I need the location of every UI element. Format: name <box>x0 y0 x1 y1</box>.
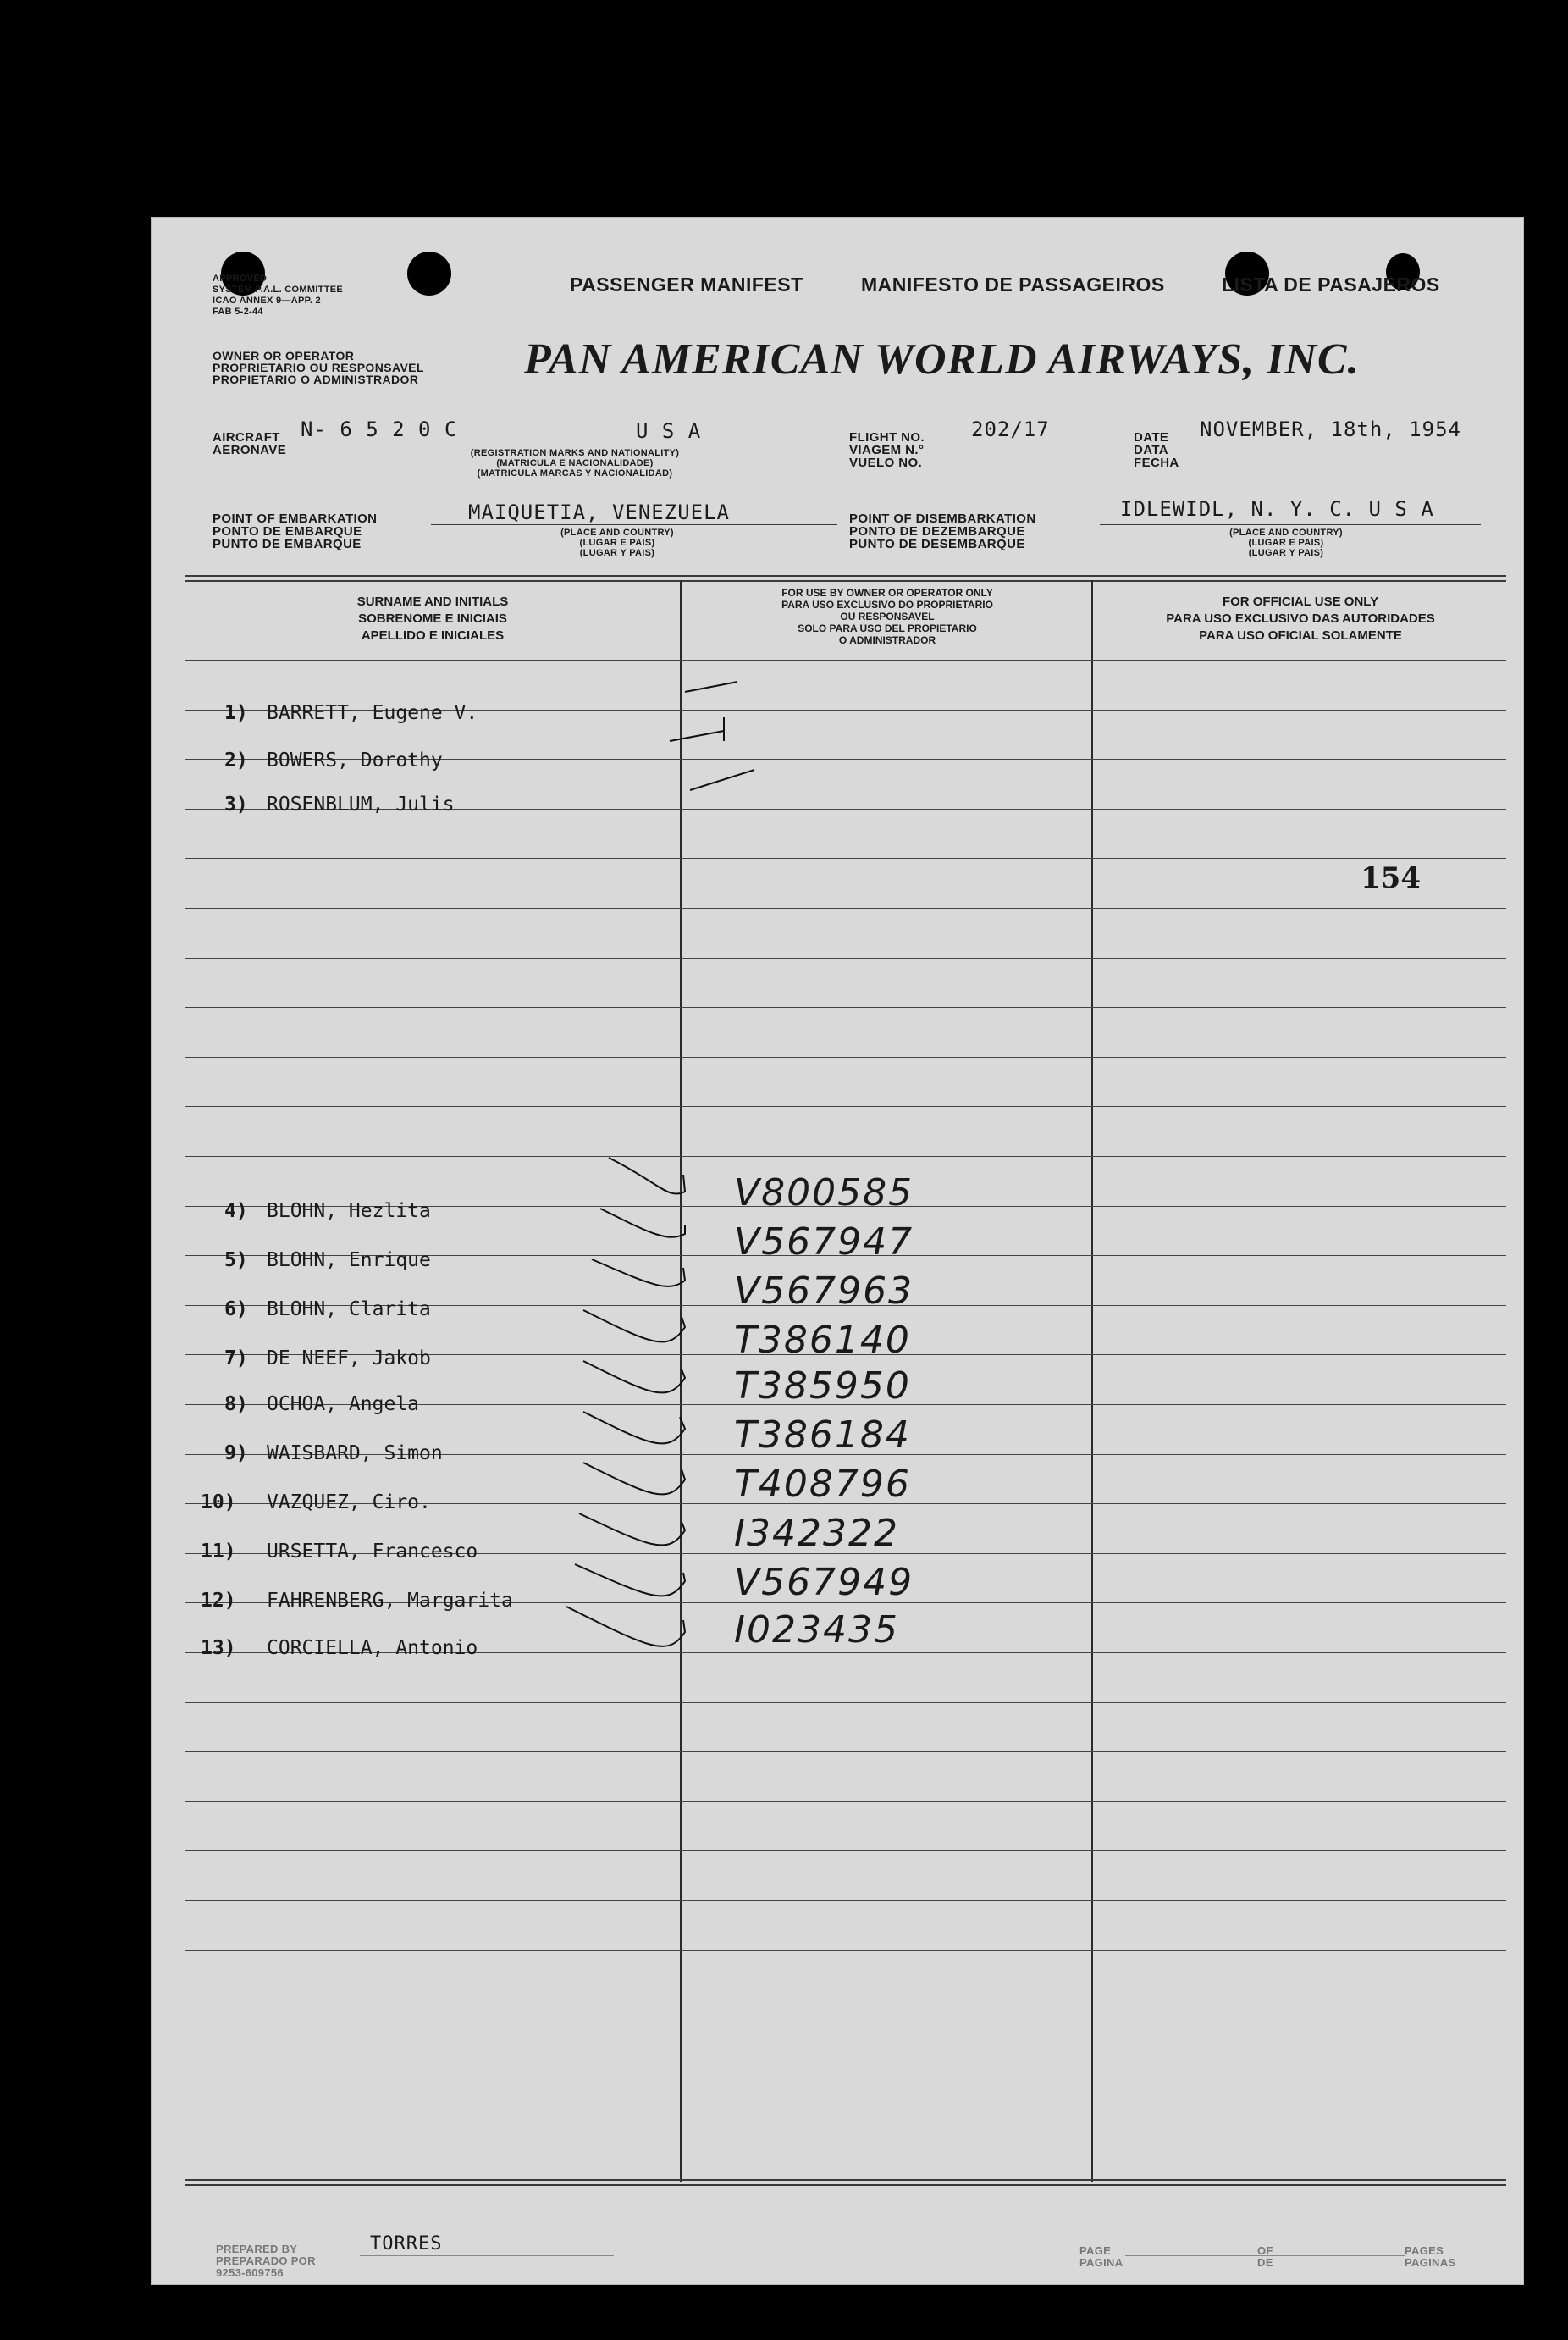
passenger-number: 5) <box>224 1249 248 1271</box>
column-header-line: SOLO PARA USO DEL PROPIETARIO <box>798 622 977 634</box>
disembarkation-sub-line: (LUGAR Y PAIS) <box>1248 548 1324 558</box>
passenger-number: 1) <box>224 702 248 724</box>
aircraft-sub-line: (MATRICULA MARCAS Y NACIONALIDAD) <box>477 468 673 479</box>
of-label-line: OF <box>1257 2244 1273 2257</box>
check-mark <box>579 1513 685 1545</box>
disembarkation-value: IDLEWIDL, N. Y. C. U S A <box>1120 497 1434 521</box>
flight-label-line: FLIGHT NO. <box>849 430 925 445</box>
passenger-number: 8) <box>224 1393 248 1415</box>
date-label-line: DATA <box>1134 443 1169 457</box>
stamp-number: 154 <box>1361 861 1421 895</box>
check-mark <box>583 1310 685 1341</box>
table-bottom-rule <box>185 2179 1506 2181</box>
pages-label-line: PAGINAS <box>1405 2256 1456 2269</box>
embarkation-sub-line: (LUGAR Y PAIS) <box>579 548 655 558</box>
passport-number: T386184 <box>734 1413 911 1457</box>
aircraft-sub-line: (REGISTRATION MARKS AND NATIONALITY) <box>470 448 680 458</box>
prepared-underline <box>360 2255 614 2256</box>
passenger-number: 3) <box>224 794 248 816</box>
passport-number: V567949 <box>734 1561 914 1604</box>
passenger-name: URSETTA, Francesco <box>267 1541 478 1563</box>
flight-number: 202/17 <box>971 418 1050 441</box>
disembarkation-label-line: PUNTO DE DESEMBARQUE <box>849 537 1025 551</box>
manifest-sheet <box>151 217 1524 2285</box>
owner-label-line: PROPRIETARIO OU RESPONSAVEL <box>213 361 424 374</box>
column-header-line: PARA USO EXCLUSIVO DAS AUTORIDADES <box>1166 611 1435 626</box>
passport-number: T386140 <box>734 1319 911 1362</box>
of-underline <box>1286 2255 1405 2256</box>
embarkation-sub-line: (LUGAR E PAIS) <box>579 538 655 548</box>
prepared-label <box>216 2243 316 2279</box>
owner-label-line: PROPIETARIO O ADMINISTRADOR <box>213 373 419 386</box>
passenger-number: 12) <box>201 1590 236 1612</box>
approval-line: ICAO ANNEX 9—APP. 2 <box>213 296 321 306</box>
flight-date: NOVEMBER, 18th, 1954 <box>1200 418 1461 441</box>
of-label-line: DE <box>1257 2256 1273 2269</box>
passenger-number: 13) <box>201 1637 236 1659</box>
prepared-label-line: PREPARADO POR <box>216 2254 316 2267</box>
embarkation-sub-line: (PLACE AND COUNTRY) <box>560 528 674 538</box>
column-header-line: O ADMINISTRADOR <box>838 634 936 646</box>
column-header-line: PARA USO EXCLUSIVO DO PROPRIETARIO <box>781 599 993 611</box>
passenger-name: BLOHN, Enrique <box>267 1249 431 1271</box>
title-pt: MANIFESTO DE PASSAGEIROS <box>861 274 1165 296</box>
passenger-name: CORCIELLA, Antonio <box>267 1637 478 1659</box>
passenger-name: DE NEEF, Jakob <box>267 1347 431 1369</box>
prepared-by: TORRES <box>370 2233 443 2254</box>
approval-line: APPROVED <box>213 274 268 284</box>
passenger-name: BLOHN, Clarita <box>267 1298 431 1320</box>
form-number: 9253-609756 <box>216 2266 284 2279</box>
passenger-name: BLOHN, Hezlita <box>267 1200 431 1222</box>
date-label-line: DATE <box>1134 430 1169 445</box>
passport-number: V567963 <box>734 1270 914 1313</box>
title-en: PASSENGER MANIFEST <box>570 274 803 296</box>
aircraft-label-line: AERONAVE <box>213 443 287 457</box>
passenger-name: WAISBARD, Simon <box>267 1442 443 1464</box>
passport-number: T408796 <box>734 1463 911 1506</box>
operator-name: PAN AMERICAN WORLD AIRWAYS, INC. <box>524 335 1360 384</box>
prepared-label-line: PREPARED BY <box>216 2243 298 2255</box>
page-label-line: PAGE <box>1079 2244 1112 2257</box>
column-header-line: FOR OFFICIAL USE ONLY <box>1222 595 1379 609</box>
check-mark <box>600 1209 685 1237</box>
passenger-name: OCHOA, Angela <box>267 1393 420 1415</box>
check-mark <box>690 770 754 790</box>
column-header-line: OU RESPONSAVEL <box>840 611 935 622</box>
passenger-number: 4) <box>224 1200 248 1222</box>
disembarkation-label-line: POINT OF DISEMBARKATION <box>849 512 1036 526</box>
passport-number: V567947 <box>734 1220 914 1264</box>
passport-number: I342322 <box>734 1512 899 1555</box>
owner-label-line: OWNER OR OPERATOR <box>213 349 355 362</box>
aircraft-nationality: U S A <box>636 419 702 443</box>
passenger-number: 11) <box>201 1541 236 1563</box>
disembarkation-label-line: PONTO DE DEZEMBARQUE <box>849 524 1025 539</box>
of-label <box>1257 2245 1273 2269</box>
column-header-line: FOR USE BY OWNER OR OPERATOR ONLY <box>781 587 993 599</box>
embarkation-label-line: POINT OF EMBARKATION <box>213 512 378 526</box>
check-mark <box>566 1607 685 1646</box>
approval-line: FAB 5-2-44 <box>213 307 263 317</box>
disembarkation-sub-line: (PLACE AND COUNTRY) <box>1229 528 1343 538</box>
approval-line: SYSTEM P.A.L. COMMITTEE <box>213 285 343 295</box>
passenger-number: 10) <box>201 1491 236 1513</box>
check-mark <box>583 1361 685 1392</box>
title-es: LISTA DE PASAJEROS <box>1222 274 1440 296</box>
aircraft-label-line: AIRCRAFT <box>213 430 280 445</box>
check-mark <box>583 1412 685 1443</box>
check-mark <box>685 682 737 692</box>
table-bottom-rule <box>185 2184 1506 2186</box>
passport-number: V800585 <box>734 1171 914 1214</box>
aircraft-registration: N- 6 5 2 0 C <box>301 418 458 441</box>
pages-label <box>1405 2245 1455 2269</box>
passenger-number: 6) <box>224 1298 248 1320</box>
check-mark <box>575 1564 685 1596</box>
passenger-number: 2) <box>224 750 248 772</box>
aircraft-sub-line: (MATRICULA E NACIONALIDADE) <box>496 458 654 468</box>
column-header-line: SURNAME AND INITIALS <box>356 595 509 609</box>
passenger-name: VAZQUEZ, Ciro. <box>267 1491 431 1513</box>
page-label <box>1079 2245 1123 2269</box>
flight-label-line: VUELO NO. <box>849 456 923 470</box>
check-mark <box>670 717 724 741</box>
passenger-name: ROSENBLUM, Julis <box>267 794 455 816</box>
pages-label-line: PAGES <box>1405 2244 1444 2257</box>
passenger-number: 7) <box>224 1347 248 1369</box>
column-header-line: PARA USO OFICIAL SOLAMENTE <box>1199 628 1402 643</box>
embarkation-label-line: PONTO DE EMBARQUE <box>213 524 362 539</box>
flight-label-line: VIAGEM N.° <box>849 443 925 457</box>
check-mark <box>592 1259 685 1286</box>
check-mark <box>609 1158 685 1194</box>
passport-number: T385950 <box>734 1364 911 1408</box>
embarkation-label-line: PUNTO DE EMBARQUE <box>213 537 362 551</box>
passport-number: I023435 <box>734 1608 899 1651</box>
date-label-line: FECHA <box>1134 456 1179 470</box>
passenger-number: 9) <box>224 1442 248 1464</box>
page-label-line: PAGINA <box>1079 2256 1124 2269</box>
column-header-line: APELLIDO E INICIALES <box>361 628 505 643</box>
passenger-name: FAHRENBERG, Margarita <box>267 1590 513 1612</box>
passenger-name: BOWERS, Dorothy <box>267 750 443 772</box>
check-mark <box>583 1463 685 1494</box>
embarkation-value: MAIQUETIA, VENEZUELA <box>468 501 730 524</box>
passenger-name: BARRETT, Eugene V. <box>267 702 478 724</box>
column-header-line: SOBRENOME E INICIAIS <box>358 611 507 626</box>
disembarkation-sub-line: (LUGAR E PAIS) <box>1248 538 1324 548</box>
